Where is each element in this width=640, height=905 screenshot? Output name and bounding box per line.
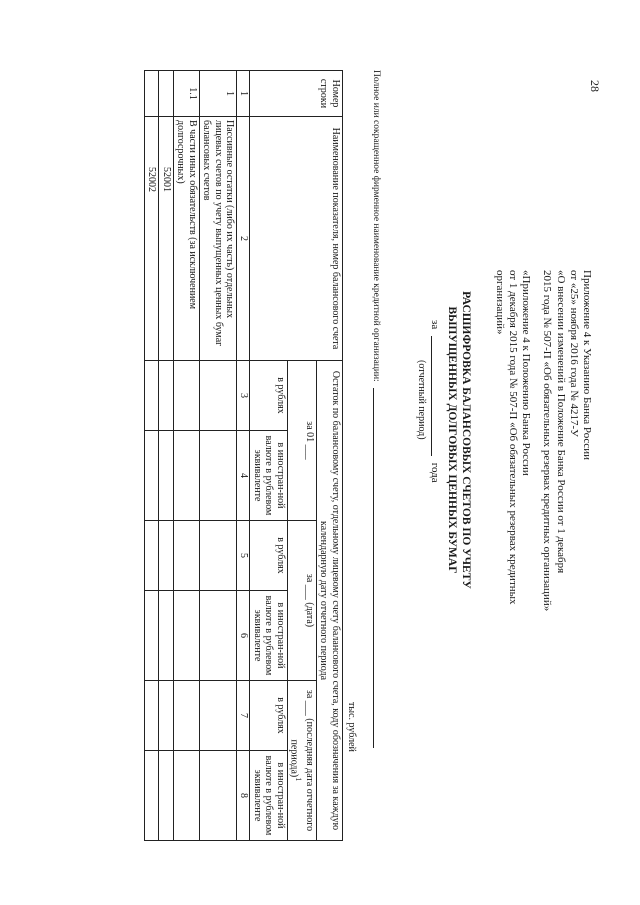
column-number: 5 (237, 521, 250, 591)
row-number: 1.1 (173, 71, 199, 117)
row-account-code: 52001 (159, 117, 174, 361)
org-blank (373, 388, 374, 748)
units-label: тыс. рублей (346, 702, 357, 752)
row-account-code: 52002 (144, 117, 159, 361)
appendix-line: от 1 декабря 2015 года № 507-П «Об обязательных резервах кредитных (507, 270, 520, 605)
column-number: 6 (237, 591, 250, 681)
header-rubles: в рублях (250, 681, 288, 751)
table-row (144, 71, 159, 841)
header-rubles: в рублях (250, 521, 288, 591)
row-number: 1 (199, 71, 237, 117)
appendix-line: организаций» (493, 270, 506, 335)
column-number: 4 (237, 431, 250, 521)
header-row-number: Номер строки (250, 71, 343, 117)
column-number: 7 (237, 681, 250, 751)
title-line: ВЫПУЩЕННЫХ ДОЛГОВЫХ ЦЕННЫХ БУМАГ (445, 306, 458, 574)
table-row (173, 71, 199, 841)
column-number: 1 (237, 71, 250, 117)
period-suffix: года (429, 462, 441, 483)
header-date-last-text: за ___ (последняя дата отчетного периода) (289, 689, 315, 832)
header-foreign: в иностран-ной валюте в рублевом эквиваленте (250, 591, 288, 681)
appendix-line: Приложение 4 к Указанию Банка России (581, 270, 593, 461)
header-date-first: за 01 ___ (287, 361, 316, 521)
org-name-line (370, 70, 381, 790)
appendix-line: от «25» ноября 2016 года № 4217-У (567, 270, 580, 437)
period-blank (431, 336, 432, 456)
header-rubles: в рублях (250, 361, 288, 431)
header-indicator-name: Наименование показателя, номер балансового счета (250, 117, 343, 361)
appendix-line: 2015 года № 507-П «Об обязательных резервах кредитных организаций» (541, 270, 554, 612)
column-numbers-row (237, 71, 250, 841)
period-line (428, 320, 441, 560)
title-line: РАСШИФРОВКА БАЛАНСОВЫХ СЧЕТОВ ПО УЧЕТУ (460, 291, 472, 589)
header-date-last (287, 681, 316, 841)
row-number (159, 71, 174, 117)
appendix-line: «Приложение 4 к Положению Банка России (520, 270, 533, 476)
period-label: (отчетный период) (416, 360, 427, 440)
appendix-line: «О внесении изменений в Положение Банка России от 1 декабря (554, 270, 567, 574)
document-title (444, 220, 473, 660)
table-row (199, 71, 237, 841)
row-number (144, 71, 159, 117)
period-prefix: за (429, 320, 441, 330)
footnote-marker: 1 (294, 777, 304, 782)
header-balance-group: Остаток по балансовому счету, отдельному лицевому счету балансового счета, коду обозначения за каждую календарную дату отчетного периода (317, 361, 343, 841)
column-number: 2 (237, 117, 250, 361)
appendix-header (493, 270, 593, 650)
rotated-document (0, 70, 593, 880)
org-label: Полное или сокращенное фирменное наименование кредитной организации: (371, 70, 381, 382)
column-number: 8 (237, 751, 250, 841)
header-foreign: в иностран-ной валюте в рублевом эквиваленте (250, 751, 288, 841)
balance-table (144, 70, 343, 841)
row-name: Пассивные остатки (либо их часть) отдельных лицевых счетов по учету выпущенных ценных бумаг балансовых счетов (199, 117, 237, 361)
header-foreign: в иностран-ной валюте в рублевом эквиваленте (250, 431, 288, 521)
header-date-middle: за ___ (дата) (287, 521, 316, 681)
column-number: 3 (237, 361, 250, 431)
page-number: 28 (588, 80, 602, 92)
row-name: В части иных обязательств (за исключением долгосрочных) (173, 117, 199, 361)
table-row (159, 71, 174, 841)
